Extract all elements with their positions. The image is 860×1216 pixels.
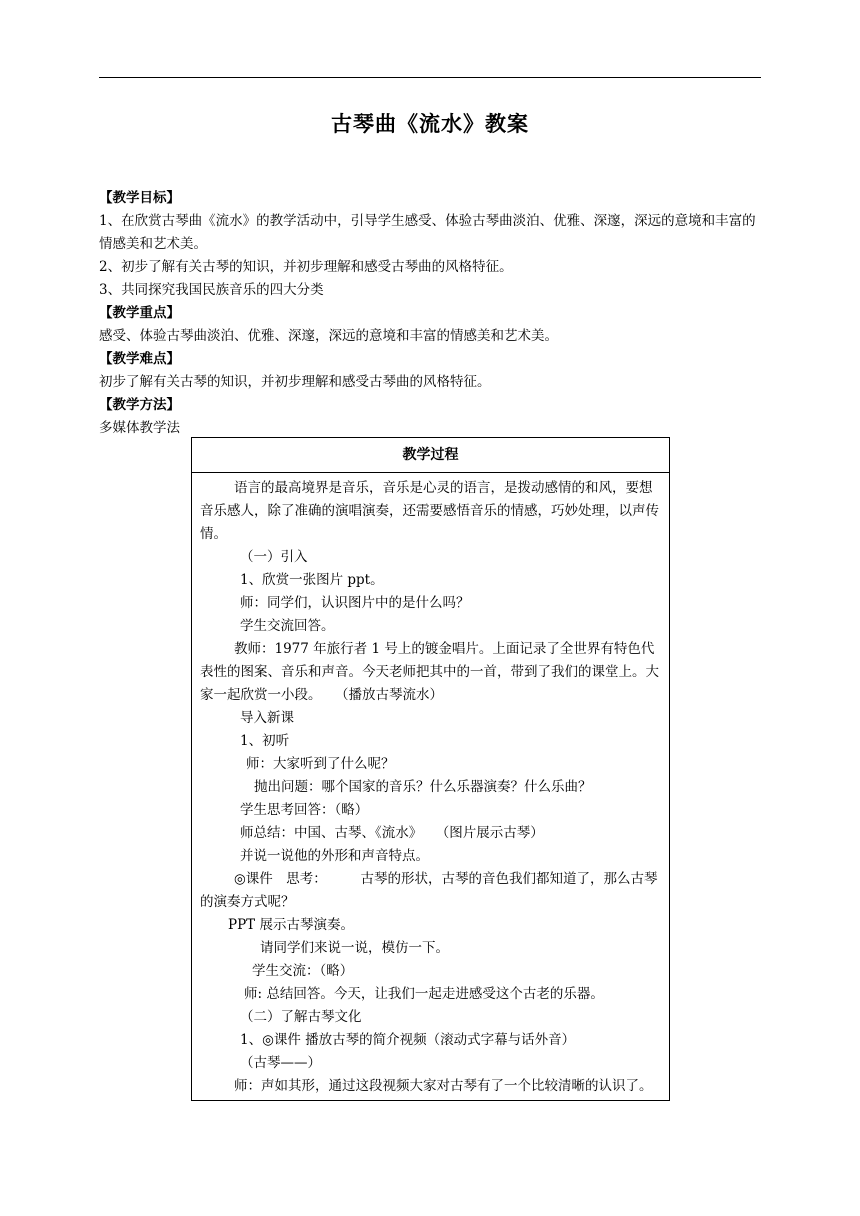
process-heading: 教学过程 [192,438,669,473]
process-line: PPT 展示古琴演奏。 [228,917,354,933]
process-line: （古琴——） [240,1055,321,1071]
difficulty-heading: 【教学难点】 [99,351,180,367]
process-line: 抛出问题：哪个国家的音乐？什么乐器演奏？什么乐曲？ [254,779,592,795]
difficulty-text: 初步了解有关古琴的知识，并初步理解和感受古琴曲的风格特征。 [99,374,491,390]
objectives-heading: 【教学目标】 [99,190,180,206]
document-body [99,187,763,440]
process-line: 语言的最高境界是音乐，音乐是心灵的语言，是拨动感情的和风，要想音乐感人，除了准确的演唱演奏，还需要感悟音乐的情感，巧妙处理，以声传情。 [200,480,659,542]
process-line: ◎课件 思考： 古琴的形状，古琴的音色我们都知道了，那么古琴的演奏方式呢？ [200,871,658,910]
method-text: 多媒体教学法 [99,420,180,436]
process-line: 学生思考回答：（略） [240,802,369,818]
teaching-process-table [191,437,670,1101]
process-line: 导入新课 [240,710,294,726]
process-line: （二）了解古琴文化 [240,1009,362,1025]
process-line: 学生交流回答。 [240,618,335,634]
process-line: 1、◎课件 播放古琴的简介视频（滚动式字幕与话外音） [240,1032,576,1048]
process-line: 1、初听 [240,733,290,749]
objective-item: 2、初步了解有关古琴的知识，并初步理解和感受古琴曲的风格特征。 [99,259,513,275]
process-content [192,473,669,1100]
process-line: 并说一说他的外形和声音特点。 [240,848,429,864]
process-line: （一）引入 [240,549,308,565]
header-rule [99,77,761,78]
process-line: 师：大家听到了什么呢？ [246,756,395,772]
objective-item: 3、共同探究我国民族音乐的四大分类 [99,282,324,298]
document-title: 古琴曲《流水》教案 [331,112,529,136]
process-line: 师：声如其形，通过这段视频大家对古琴有了一个比较清晰的认识了。 [234,1078,653,1094]
key-points-text: 感受、体验古琴曲淡泊、优雅、深邃，深远的意境和丰富的情感美和艺术美。 [99,328,558,344]
process-line: 师: 总结回答。今天，让我们一起走进感受这个古老的乐器。 [244,986,604,1002]
process-line: 学生交流：（略） [252,963,354,979]
objective-item: 1、在欣赏古琴曲《流水》的教学活动中，引导学生感受、体验古琴曲淡泊、优雅、深邃，深远的意境和丰富的情感美和艺术美。 [99,213,756,252]
process-line: 请同学们来说一说，模仿一下。 [260,940,449,956]
process-line: 1、欣赏一张图片 ppt。 [240,572,384,588]
process-line: 教师：1977 年旅行者 1 号上的镀金唱片。上面记录了全世界有特色代表性的图案、音乐和声音。今天老师把其中的一首，带到了我们的课堂上。大家一起欣赏一小段。 （播放古琴流水） [200,641,659,703]
process-line: 师总结：中国、古琴、《流水》 （图片展示古琴） [240,825,544,841]
process-line: 师：同学们，认识图片中的是什么吗？ [240,595,470,611]
method-heading: 【教学方法】 [99,397,180,413]
key-points-heading: 【教学重点】 [99,305,180,321]
